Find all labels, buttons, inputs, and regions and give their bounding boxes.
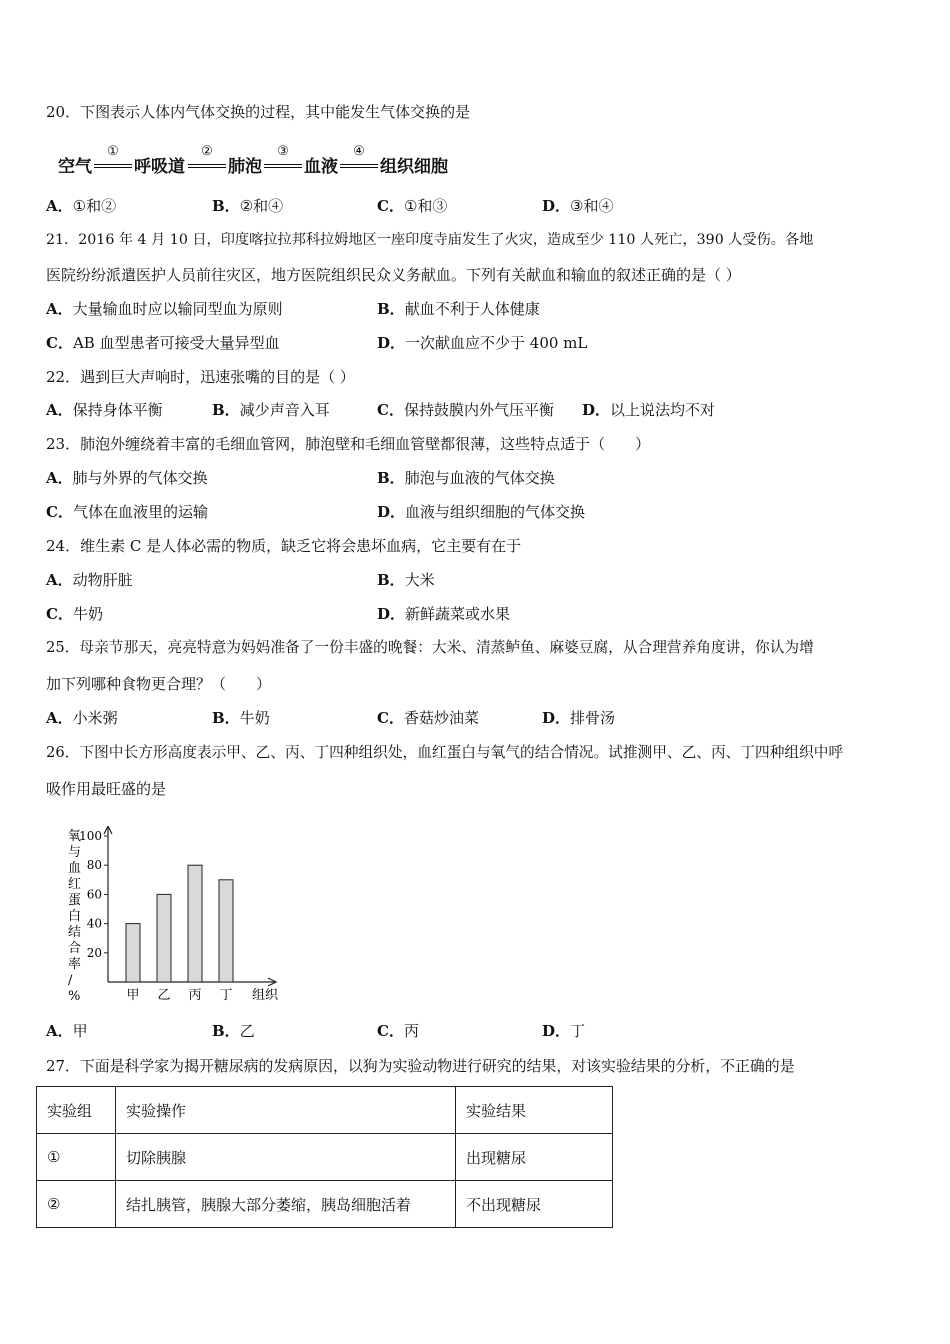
q26-option-d[interactable]: D．丁	[542, 1022, 586, 1040]
bar-2	[157, 894, 171, 982]
q23-option-d[interactable]: D．血液与组织细胞的气体交换	[377, 503, 586, 521]
q21-option-a[interactable]: A．大量输血时应以输同型血为原则	[46, 300, 283, 318]
table-cell: 结扎胰管，胰腺大部分萎缩，胰岛细胞活着	[116, 1181, 456, 1228]
bars	[126, 865, 233, 982]
q24-option-c[interactable]: C．牛奶	[46, 605, 103, 623]
q26-option-b[interactable]: B．乙	[212, 1022, 255, 1040]
experiment-table	[36, 1086, 613, 1228]
table-cell: ①	[37, 1134, 116, 1181]
y-axis-label-char: 血	[68, 861, 82, 876]
q25-option-d[interactable]: D．排骨汤	[542, 709, 616, 727]
table-row	[37, 1134, 613, 1181]
q21-stem-line1: 21．2016 年 4 月 10 日，印度喀拉拉邦科拉姆地区一座印度寺庙发生了火灾，造成至少 110 人死亡，390 人受伤。各地	[46, 232, 814, 248]
flow-arrow-1: ①	[94, 150, 132, 174]
q21-option-b[interactable]: B．献血不利于人体健康	[377, 300, 540, 318]
gas-exchange-flow-diagram	[58, 142, 478, 182]
y-axis-label-chars	[68, 829, 81, 1004]
q23-stem: 23．肺泡外缠绕着丰富的毛细血管网，肺泡壁和毛细血管壁都很薄，这些特点适于（ ）	[46, 435, 651, 453]
bar-4	[219, 880, 233, 982]
table-cell: 切除胰腺	[116, 1134, 456, 1181]
q20-option-d[interactable]: D．③和④	[542, 197, 614, 215]
table-header-cell: 实验结果	[456, 1087, 613, 1134]
y-ticks	[79, 829, 108, 960]
q22-option-d[interactable]: D．以上说法均不对	[582, 401, 716, 419]
y-tick-label: 40	[86, 916, 102, 931]
y-axis-label-char: %	[68, 989, 81, 1004]
q21-stem-line2: 医院纷纷派遣医护人员前往灾区，地方医院组织民众义务献血。下列有关献血和输血的叙述正确的是（ ）	[46, 266, 741, 284]
y-tick-label: 80	[86, 858, 102, 873]
x-tick-labels	[126, 988, 232, 1003]
q20-option-a[interactable]: A．①和②	[46, 197, 117, 215]
table-cell: 不出现糖尿	[456, 1181, 613, 1228]
table-cell: ②	[37, 1181, 116, 1228]
x-axis-label: 组织	[252, 988, 279, 1003]
q24-stem: 24．维生素 C 是人体必需的物质，缺乏它将会患坏血病，它主要有在于	[46, 537, 522, 555]
x-tick-label: 丁	[219, 988, 233, 1003]
q24-option-b[interactable]: B．大米	[377, 571, 435, 589]
table-header-row	[37, 1087, 613, 1134]
y-tick-label: 60	[86, 887, 102, 902]
y-axis-label-char: 氧	[68, 829, 82, 844]
bar-chart	[62, 826, 292, 1010]
x-tick-label: 甲	[126, 988, 140, 1003]
q26-stem-line2: 吸作用最旺盛的是	[46, 780, 167, 798]
q22-option-b[interactable]: B．减少声音入耳	[212, 401, 330, 419]
q25-option-a[interactable]: A．小米粥	[46, 709, 118, 727]
y-axis-label-char: 率	[68, 957, 82, 972]
q23-option-b[interactable]: B．肺泡与血液的气体交换	[377, 469, 555, 487]
flow-arrow-3: ③	[264, 150, 302, 174]
y-tick-label: 100	[79, 829, 102, 843]
q20-option-b[interactable]: B．②和④	[212, 197, 284, 215]
q22-stem: 22．遇到巨大声响时，迅速张嘴的目的是（ ）	[46, 368, 355, 386]
q25-stem-line1: 25．母亲节那天，亮亮特意为妈妈准备了一份丰盛的晚餐：大米、清蒸鲈鱼、麻婆豆腐，从合理营养角度讲，你认为增	[46, 639, 814, 656]
q26-stem-line1: 26．下图中长方形高度表示甲、乙、丙、丁四种组织处，血红蛋白与氧气的结合情况。试推测甲、乙、丙、丁四种组织中呼	[46, 744, 844, 761]
flow-node-airway: 呼吸道	[134, 157, 185, 177]
y-axis-label-char: 与	[68, 845, 82, 860]
q25-option-c[interactable]: C．香菇炒油菜	[377, 709, 479, 727]
q25-stem-line2: 加下列哪种食物更合理？（ ）	[46, 675, 272, 693]
flow-arrow-4: ④	[340, 150, 378, 174]
q26-option-a[interactable]: A．甲	[46, 1022, 88, 1040]
y-axis-label-char: 白	[68, 909, 82, 924]
q24-option-a[interactable]: A．动物肝脏	[46, 571, 133, 589]
q24-option-d[interactable]: D．新鲜蔬菜或水果	[377, 605, 511, 623]
q26-option-c[interactable]: C．丙	[377, 1022, 419, 1040]
y-axis-label-char: 合	[68, 941, 82, 956]
q23-option-a[interactable]: A．肺与外界的气体交换	[46, 469, 208, 487]
x-tick-label: 丙	[188, 988, 202, 1003]
table-header-cell: 实验操作	[116, 1087, 456, 1134]
flow-node-blood: 血液	[304, 157, 338, 177]
flow-node-alveoli: 肺泡	[228, 157, 262, 177]
y-axis-label-char: 红	[68, 877, 82, 892]
table-header-cell: 实验组	[37, 1087, 116, 1134]
y-axis-label-char: 结	[68, 925, 82, 940]
q22-option-a[interactable]: A．保持身体平衡	[46, 401, 163, 419]
q22-option-c[interactable]: C．保持鼓膜内外气压平衡	[377, 401, 554, 419]
table-cell: 出现糖尿	[456, 1134, 613, 1181]
q20-option-c[interactable]: C．①和③	[377, 197, 448, 215]
flow-node-air: 空气	[58, 157, 92, 177]
q25-option-b[interactable]: B．牛奶	[212, 709, 270, 727]
bar-3	[188, 865, 202, 982]
bar-1	[126, 924, 140, 982]
x-tick-label: 乙	[157, 988, 171, 1003]
q21-option-c[interactable]: C．AB 血型患者可接受大量异型血	[46, 334, 280, 352]
y-axis-label-char: 蛋	[68, 893, 82, 908]
q27-stem: 27．下面是科学家为揭开糖尿病的发病原因，以狗为实验动物进行研究的结果，对该实验结果的分析，不正确的是	[46, 1057, 795, 1075]
y-tick-label: 20	[86, 945, 102, 960]
flow-arrow-2: ②	[188, 150, 226, 174]
table-row	[37, 1181, 613, 1228]
q23-option-c[interactable]: C．气体在血液里的运输	[46, 503, 208, 521]
flow-node-tissue-cells: 组织细胞	[380, 157, 448, 177]
q20-stem: 20．下图表示人体内气体交换的过程，其中能发生气体交换的是	[46, 103, 471, 121]
q21-option-d[interactable]: D．一次献血应不少于 400 mL	[377, 334, 588, 352]
y-axis-label-char: /	[68, 973, 73, 988]
